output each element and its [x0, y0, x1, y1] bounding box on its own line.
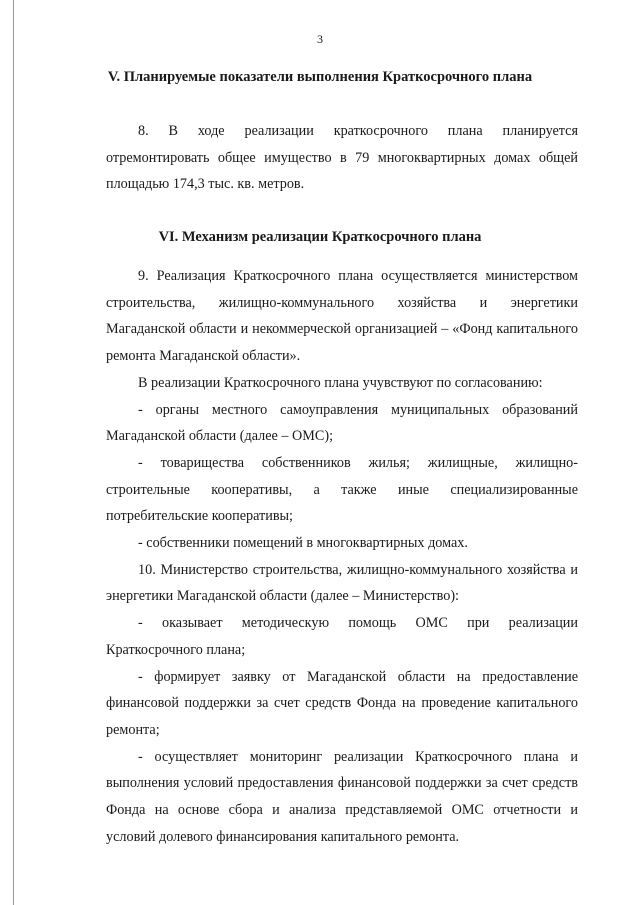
- paragraph-8: 8. В ходе реализации краткосрочного плана планируется отремонтировать общее имущество в 79 многоквартирных домах общей площадью 174,3 тыс. кв. метров.: [106, 123, 578, 193]
- section-5-heading: V. Планируемые показатели выполнения Краткосрочного плана: [107, 69, 533, 85]
- section-5-body: [106, 118, 578, 198]
- page-number: 3: [317, 32, 323, 46]
- section-6-heading: VI. Механизм реализации Краткосрочного плана: [158, 229, 482, 245]
- ministry-duty-methodical-help: - оказывает методическую помощь ОМС при реализации Краткосрочного плана;: [106, 615, 578, 658]
- ministry-duty-application: - формирует заявку от Магаданской области на предоставление финансовой поддержки за счет средств Фонда на проведение капитального ремонта;: [106, 668, 578, 738]
- participant-cooperatives: - товарищества собственников жилья; жилищные, жилищно-строительные кооперативы, а также иные специализированные потребительские кооперативы;: [106, 454, 578, 525]
- paragraph-9: 9. Реализация Краткосрочного плана осуществляется министерством строительства, жилищно-коммунального хозяйства и энергетики Магаданской области и некоммерческой организацией – «Фонд капитального ремонта Магаданской области».: [106, 268, 578, 365]
- section-6-body: [106, 263, 578, 850]
- paragraph-10: 10. Министерство строительства, жилищно-коммунального хозяйства и энергетики Магаданской области (далее – Министерство):: [106, 561, 578, 605]
- participant-oms: - органы местного самоуправления муниципальных образований Магаданской области (далее – ОМС);: [106, 401, 578, 445]
- participant-owners: - собственники помещений в многоквартирных домах.: [138, 535, 468, 552]
- participants-intro: В реализации Краткосрочного плана учувствуют по согласованию:: [138, 374, 543, 391]
- ministry-duty-monitoring: - осуществляет мониторинг реализации Краткосрочного плана и выполнения условий предоставления финансовой поддержки за счет средств Фонда на основе сбора и анализа представляемой ОМС отчетности и условий долевого финансирования капитального ремонта.: [106, 748, 578, 845]
- scan-edge-line: [13, 0, 14, 905]
